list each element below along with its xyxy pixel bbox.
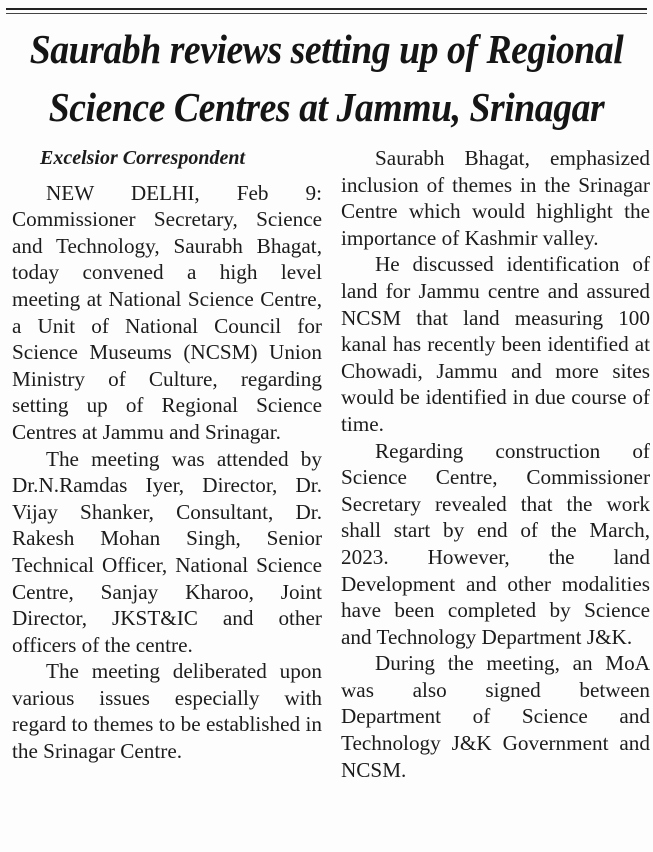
right-column bbox=[341, 145, 650, 783]
byline: Excelsior Correspondent bbox=[40, 147, 246, 169]
paragraph: The meeting was attended by Dr.N.Ramdas Iyer, Director, Dr. Vijay Shanker, Consultant, Dr. Rakesh Mohan Singh, Senior Technical Officer, National Science Centre, Sanjay Kharoo, Joint Director, JKST&IC and other officers of the centre. bbox=[12, 446, 322, 657]
paragraph: During the meeting, an MoA was also signed between Department of Science and Technology J&K Government and NCSM. bbox=[341, 651, 650, 782]
paragraph: He discussed identification of land for Jammu centre and assured NCSM that land measuring 100 kanal has recently been identified at Chowadi, Jammu and more sites would be identified in due course of time. bbox=[341, 252, 650, 436]
paragraph: Saurabh Bhagat, emphasized inclusion of themes in the Srinagar Centre which would highlight the importance of Kashmir valley. bbox=[341, 146, 650, 250]
paragraph: Regarding construction of Science Centre, Commissioner Secretary revealed that the work shall start by end of the March, 2023. However, the land Development and other modalities have been completed by Science and Technology Department J&K. bbox=[341, 438, 650, 649]
headline-line-1: Saurabh reviews setting up of Regional bbox=[29, 26, 624, 72]
left-column bbox=[12, 145, 322, 765]
headline bbox=[26, 20, 627, 136]
paragraph: NEW DELHI, Feb 9: Commissioner Secretary, Science and Technology, Saurabh Bhagat, today convened a high level meeting at National Science Centre, a Unit of National Council for Science Museums (NCSM) Union Ministry of Culture, regarding setting up of Regional Science Centres at Jammu and Srinagar. bbox=[12, 180, 322, 444]
top-rule-thin bbox=[6, 13, 647, 14]
headline-line-2: Science Centres at Jammu, Srinagar bbox=[48, 84, 605, 130]
paragraph: The meeting deliberated upon various issues especially with regard to themes to be established in the Srinagar Centre. bbox=[12, 659, 322, 764]
top-rule bbox=[6, 8, 647, 10]
